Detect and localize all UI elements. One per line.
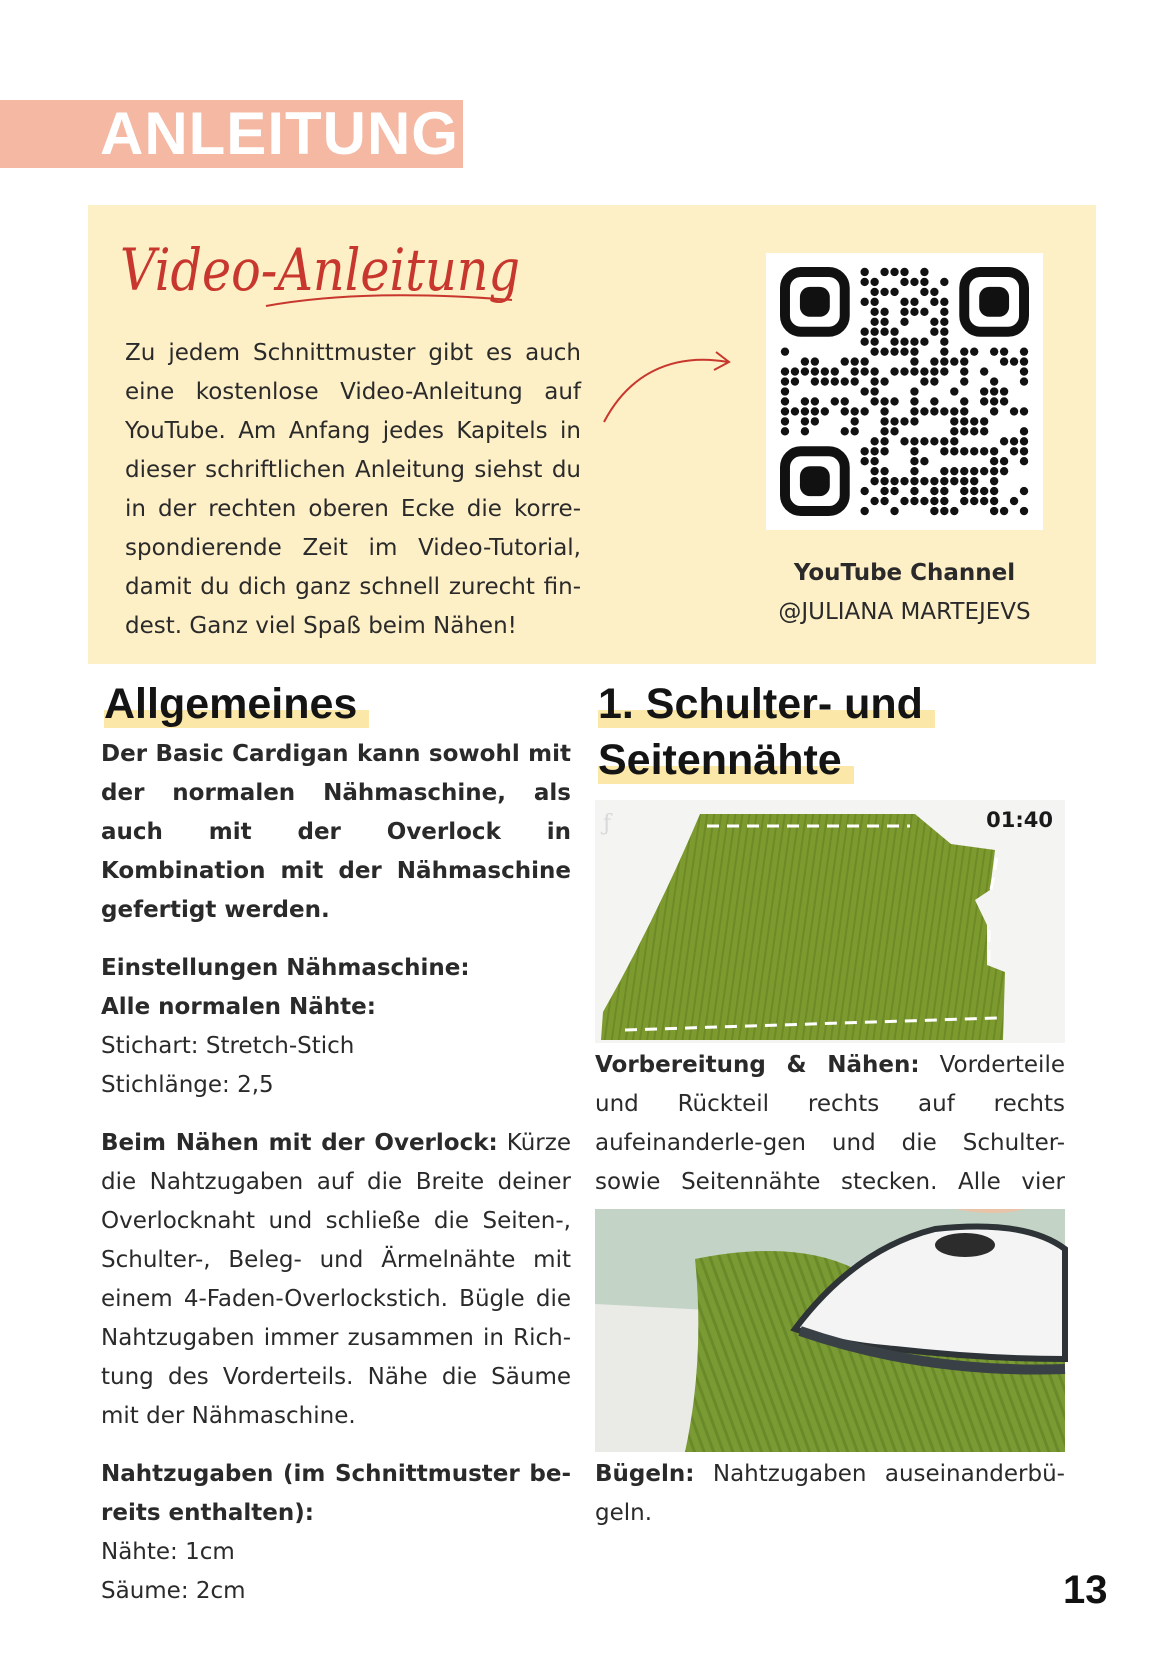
- qr-module: [970, 487, 978, 495]
- stitch-length: Stichlänge: 2,5: [101, 1072, 274, 1098]
- qr-module: [930, 328, 938, 336]
- qr-module: [950, 427, 958, 435]
- qr-module: [1020, 447, 1028, 455]
- qr-module: [870, 318, 878, 326]
- qr-module: [811, 417, 819, 425]
- qr-module: [960, 397, 968, 405]
- qr-module: [960, 347, 968, 355]
- qr-module: [860, 447, 868, 455]
- qr-module: [910, 357, 918, 365]
- qr-module: [811, 407, 819, 415]
- qr-module: [910, 477, 918, 485]
- qr-module: [890, 397, 898, 405]
- qr-module: [960, 367, 968, 375]
- step1-iron-text-block: [595, 1455, 1065, 1533]
- qr-module: [960, 357, 968, 365]
- qr-module: [880, 308, 888, 316]
- qr-module: [870, 288, 878, 296]
- qr-module: [880, 407, 888, 415]
- qr-module: [950, 467, 958, 475]
- qr-module: [870, 338, 878, 346]
- qr-module: [930, 507, 938, 515]
- qr-module: [970, 477, 978, 485]
- qr-module: [900, 437, 908, 445]
- qr-module: [990, 377, 998, 385]
- qr-module: [910, 278, 918, 286]
- qr-module: [801, 417, 809, 425]
- qr-module: [940, 437, 948, 445]
- qr-module: [980, 387, 988, 395]
- qr-module: [920, 278, 928, 286]
- qr-module: [900, 338, 908, 346]
- qr-module: [990, 467, 998, 475]
- qr-module: [960, 447, 968, 455]
- qr-module: [930, 477, 938, 485]
- qr-module: [781, 377, 789, 385]
- qr-module: [920, 268, 928, 276]
- qr-module: [920, 407, 928, 415]
- qr-module: [970, 347, 978, 355]
- qr-module: [851, 407, 859, 415]
- qr-module: [860, 387, 868, 395]
- qr-module: [940, 477, 948, 485]
- qr-module: [1000, 387, 1008, 395]
- qr-module: [900, 298, 908, 306]
- qr-module: [940, 357, 948, 365]
- qr-module: [1000, 357, 1008, 365]
- qr-module: [970, 417, 978, 425]
- qr-finder-center: [979, 287, 1009, 317]
- qr-module: [801, 407, 809, 415]
- qr-module: [1000, 467, 1008, 475]
- qr-module: [1020, 347, 1028, 355]
- qr-module: [980, 447, 988, 455]
- qr-module: [900, 417, 908, 425]
- qr-module: [950, 507, 958, 515]
- allowance-seams: Nähte: 1cm: [101, 1539, 235, 1565]
- qr-module: [1010, 407, 1018, 415]
- qr-module: [930, 288, 938, 296]
- qr-module: [940, 407, 948, 415]
- qr-module: [950, 417, 958, 425]
- qr-module: [900, 318, 908, 326]
- qr-module: [880, 437, 888, 445]
- qr-module: [1010, 497, 1018, 505]
- qr-module: [970, 447, 978, 455]
- svg-text:ƒ: ƒ: [603, 811, 612, 836]
- stitch-type: Stichart: Stretch-Stich: [101, 1033, 355, 1059]
- qr-module: [930, 487, 938, 495]
- qr-module: [880, 268, 888, 276]
- qr-module: [890, 477, 898, 485]
- qr-module: [860, 338, 868, 346]
- qr-module: [781, 407, 789, 415]
- qr-module: [1020, 407, 1028, 415]
- qr-module: [960, 467, 968, 475]
- qr-module: [980, 467, 988, 475]
- qr-module: [900, 268, 908, 276]
- qr-module: [801, 427, 809, 435]
- qr-module: [940, 318, 948, 326]
- qr-module: [811, 377, 819, 385]
- qr-module: [950, 437, 958, 445]
- qr-module: [880, 377, 888, 385]
- qr-module: [851, 417, 859, 425]
- overlock-label: Beim Nähen mit der Overlock:: [101, 1130, 498, 1156]
- qr-module: [980, 487, 988, 495]
- qr-module: [970, 427, 978, 435]
- qr-module: [791, 367, 799, 375]
- qr-module: [841, 407, 849, 415]
- qr-module: [940, 338, 948, 346]
- qr-module: [781, 427, 789, 435]
- qr-module: [791, 377, 799, 385]
- qr-module: [920, 477, 928, 485]
- prep-text: Vorderteile und Rückteil rechts auf rechts aufeinanderle-gen und die Schulter- sowie Seitennähte stecken. Alle vier: [595, 1052, 1065, 1195]
- step1-heading-line2-text: Seitennähte: [598, 736, 854, 784]
- qr-module: [940, 298, 948, 306]
- qr-module: [870, 347, 878, 355]
- overlock-text: Kürze die Nahtzugaben auf die Breite deiner Overlocknaht und schließe die Seiten-, Schulter-, Beleg- und Ärmelnähte mit einem 4-Faden-Overlockstich. Bügle die Nahtzugaben immer zusammen in Rich-tung des Vorderteils. Nähe die Säume mit der Nähmaschine.: [101, 1130, 571, 1429]
- qr-module: [990, 397, 998, 405]
- qr-module: [781, 347, 789, 355]
- qr-module: [990, 507, 998, 515]
- qr-module: [1020, 377, 1028, 385]
- step1-heading-line1-text: 1. Schulter- und: [598, 680, 935, 728]
- qr-module: [821, 367, 829, 375]
- qr-module: [910, 437, 918, 445]
- qr-module: [990, 477, 998, 485]
- qr-module: [920, 367, 928, 375]
- qr-module: [841, 397, 849, 405]
- qr-module: [811, 367, 819, 375]
- qr-module: [990, 407, 998, 415]
- ironing-photo: [595, 1209, 1065, 1452]
- qr-module: [801, 357, 809, 365]
- qr-module: [930, 397, 938, 405]
- qr-module: [841, 427, 849, 435]
- prep-label: Vorbereitung & Nähen:: [595, 1052, 920, 1078]
- youtube-qr-code[interactable]: [766, 253, 1043, 530]
- allgemeines-intro: Der Basic Cardigan kann sowohl mit der normalen Nähmaschine, als auch mit der Overlock in Kombination mit der Nähmaschine gefertigt werden.: [101, 741, 571, 923]
- qr-module: [880, 477, 888, 485]
- qr-code-icon: [780, 267, 1029, 516]
- qr-module: [920, 288, 928, 296]
- qr-module: [960, 477, 968, 485]
- qr-module: [841, 357, 849, 365]
- qr-module: [990, 347, 998, 355]
- qr-module: [880, 467, 888, 475]
- qr-module: [940, 308, 948, 316]
- allgemeines-heading: [104, 676, 369, 732]
- qr-module: [890, 427, 898, 435]
- qr-module: [890, 487, 898, 495]
- qr-module: [910, 387, 918, 395]
- qr-module: [890, 347, 898, 355]
- qr-module: [940, 328, 948, 336]
- qr-module: [781, 387, 789, 395]
- qr-module: [910, 487, 918, 495]
- qr-module: [990, 447, 998, 455]
- qr-module: [890, 507, 898, 515]
- qr-module: [870, 298, 878, 306]
- qr-module: [1020, 507, 1028, 515]
- qr-module: [890, 367, 898, 375]
- page-number: 13: [1063, 1568, 1108, 1612]
- qr-module: [870, 477, 878, 485]
- qr-module: [860, 278, 868, 286]
- qr-module: [900, 308, 908, 316]
- qr-module: [831, 377, 839, 385]
- qr-module: [781, 397, 789, 405]
- qr-module: [950, 387, 958, 395]
- qr-module: [870, 367, 878, 375]
- qr-module: [980, 427, 988, 435]
- qr-module: [910, 397, 918, 405]
- fabric-pieces-photo: [595, 800, 1065, 1043]
- qr-module: [851, 357, 859, 365]
- arrow-to-qr-icon: [600, 346, 734, 426]
- qr-module: [980, 367, 988, 375]
- qr-module: [910, 308, 918, 316]
- qr-module: [1020, 437, 1028, 445]
- qr-module: [860, 357, 868, 365]
- qr-module: [910, 347, 918, 355]
- qr-finder-center: [800, 287, 830, 317]
- qr-module: [930, 318, 938, 326]
- allgemeines-heading-text: Allgemeines: [104, 680, 369, 728]
- qr-module: [1000, 507, 1008, 515]
- qr-module: [900, 367, 908, 375]
- qr-module: [920, 457, 928, 465]
- qr-module: [950, 407, 958, 415]
- qr-module: [990, 497, 998, 505]
- qr-module: [841, 377, 849, 385]
- qr-module: [831, 367, 839, 375]
- qr-module: [980, 417, 988, 425]
- qr-module: [920, 437, 928, 445]
- qr-module: [920, 497, 928, 505]
- qr-module: [791, 407, 799, 415]
- step1-heading-line2: [598, 732, 854, 788]
- qr-module: [851, 367, 859, 375]
- page-title: ANLEITUNG: [100, 100, 459, 167]
- youtube-channel-label: YouTube Channel: [793, 560, 1016, 586]
- qr-module: [880, 497, 888, 505]
- qr-module: [940, 497, 948, 505]
- qr-module: [930, 377, 938, 385]
- youtube-channel-info: [766, 554, 1043, 632]
- qr-module: [1020, 367, 1028, 375]
- qr-module: [1020, 357, 1028, 365]
- settings-subtitle: Alle normalen Nähte:: [101, 994, 376, 1020]
- qr-module: [870, 387, 878, 395]
- qr-module: [920, 377, 928, 385]
- qr-module: [870, 308, 878, 316]
- video-timecode: 01:40: [986, 808, 1053, 832]
- qr-module: [1010, 437, 1018, 445]
- qr-module: [910, 447, 918, 455]
- qr-module: [880, 288, 888, 296]
- qr-module: [880, 328, 888, 336]
- qr-module: [1010, 447, 1018, 455]
- qr-module: [950, 447, 958, 455]
- qr-module: [910, 467, 918, 475]
- qr-module: [1000, 437, 1008, 445]
- green-fabric-image: [595, 800, 1065, 1043]
- qr-module: [940, 347, 948, 355]
- qr-module: [930, 407, 938, 415]
- qr-module: [890, 338, 898, 346]
- qr-module: [870, 397, 878, 405]
- allgemeines-section: [101, 735, 571, 1611]
- qr-module: [910, 417, 918, 425]
- qr-module: [940, 487, 948, 495]
- iron-on-fabric-image: [595, 1209, 1065, 1452]
- qr-module: [910, 497, 918, 505]
- qr-module: [860, 407, 868, 415]
- qr-module: [960, 487, 968, 495]
- qr-finder-center: [800, 466, 830, 496]
- qr-module: [890, 417, 898, 425]
- iron-label: Bügeln:: [595, 1461, 695, 1487]
- qr-module: [821, 377, 829, 385]
- script-title-text: Video-Anleitung: [120, 236, 520, 304]
- qr-module: [880, 487, 888, 495]
- overlock-paragraph: [101, 1124, 571, 1436]
- qr-module: [950, 357, 958, 365]
- qr-module: [930, 437, 938, 445]
- qr-module: [860, 487, 868, 495]
- qr-module: [940, 467, 948, 475]
- qr-module: [920, 308, 928, 316]
- qr-module: [960, 407, 968, 415]
- qr-module: [870, 437, 878, 445]
- qr-module: [940, 507, 948, 515]
- qr-module: [860, 268, 868, 276]
- qr-module: [870, 278, 878, 286]
- qr-module: [990, 487, 998, 495]
- qr-module: [890, 268, 898, 276]
- qr-module: [860, 298, 868, 306]
- qr-module: [870, 457, 878, 465]
- qr-module: [781, 367, 789, 375]
- qr-module: [930, 357, 938, 365]
- qr-module: [811, 357, 819, 365]
- qr-module: [860, 328, 868, 336]
- qr-module: [900, 497, 908, 505]
- qr-module: [990, 457, 998, 465]
- qr-module: [870, 377, 878, 385]
- qr-module: [811, 397, 819, 405]
- qr-module: [970, 467, 978, 475]
- qr-module: [990, 387, 998, 395]
- qr-module: [880, 347, 888, 355]
- qr-module: [1020, 427, 1028, 435]
- qr-module: [930, 497, 938, 505]
- qr-module: [960, 497, 968, 505]
- qr-module: [1000, 397, 1008, 405]
- qr-module: [940, 367, 948, 375]
- qr-module: [970, 497, 978, 505]
- qr-module: [1000, 347, 1008, 355]
- qr-module: [880, 427, 888, 435]
- qr-module: [910, 298, 918, 306]
- qr-module: [890, 328, 898, 336]
- qr-module: [1000, 457, 1008, 465]
- qr-module: [900, 477, 908, 485]
- qr-module: [910, 367, 918, 375]
- qr-module: [1020, 457, 1028, 465]
- qr-module: [920, 338, 928, 346]
- qr-module: [860, 367, 868, 375]
- qr-module: [860, 507, 868, 515]
- allowance-hems: Säume: 2cm: [101, 1578, 246, 1604]
- qr-module: [870, 447, 878, 455]
- step1-iron-paragraph: [595, 1455, 1065, 1533]
- qr-module: [900, 278, 908, 286]
- qr-module: [880, 447, 888, 455]
- video-anleitung-script-title: [116, 222, 536, 342]
- qr-module: [781, 417, 789, 425]
- qr-module: [880, 417, 888, 425]
- qr-module: [870, 467, 878, 475]
- qr-module: [851, 377, 859, 385]
- qr-module: [801, 397, 809, 405]
- qr-module: [910, 338, 918, 346]
- qr-module: [880, 397, 888, 405]
- qr-module: [801, 367, 809, 375]
- qr-module: [851, 427, 859, 435]
- qr-module: [950, 477, 958, 485]
- qr-module: [900, 347, 908, 355]
- qr-module: [930, 298, 938, 306]
- qr-module: [860, 457, 868, 465]
- qr-module: [870, 328, 878, 336]
- step1-heading-line1: [598, 676, 935, 732]
- qr-module: [880, 318, 888, 326]
- iron-text: Nahtzugaben auseinanderbü-geln.: [595, 1461, 1065, 1526]
- qr-module: [890, 288, 898, 296]
- qr-module: [960, 377, 968, 385]
- qr-module: [960, 427, 968, 435]
- qr-module: [980, 497, 988, 505]
- allowance-title: Nahtzugaben (im Schnittmuster be-reits enthalten):: [101, 1461, 571, 1526]
- qr-module: [940, 447, 948, 455]
- video-intro-text: Zu jedem Schnittmuster gibt es auch eine kostenlose Video-Anleitung auf YouTube. Am Anfang jedes Kapitels in dieser schriftlichen Anleitung siehst du in der rechten oberen Ecke die korre-spondierende Zeit im Video-Tutorial, damit du dich ganz schnell zurecht fin-dest. Ganz viel Spaß beim Nähen!: [125, 340, 581, 639]
- qr-module: [910, 457, 918, 465]
- settings-title: Einstellungen Nähmaschine:: [101, 955, 470, 981]
- qr-module: [960, 417, 968, 425]
- qr-module: [940, 278, 948, 286]
- qr-module: [910, 407, 918, 415]
- qr-module: [821, 407, 829, 415]
- qr-module: [1020, 487, 1028, 495]
- qr-module: [870, 497, 878, 505]
- qr-module: [831, 397, 839, 405]
- qr-module: [980, 397, 988, 405]
- qr-module: [1010, 357, 1018, 365]
- youtube-channel-handle[interactable]: @JULIANA MARTEJEVS: [778, 599, 1031, 625]
- qr-module: [930, 367, 938, 375]
